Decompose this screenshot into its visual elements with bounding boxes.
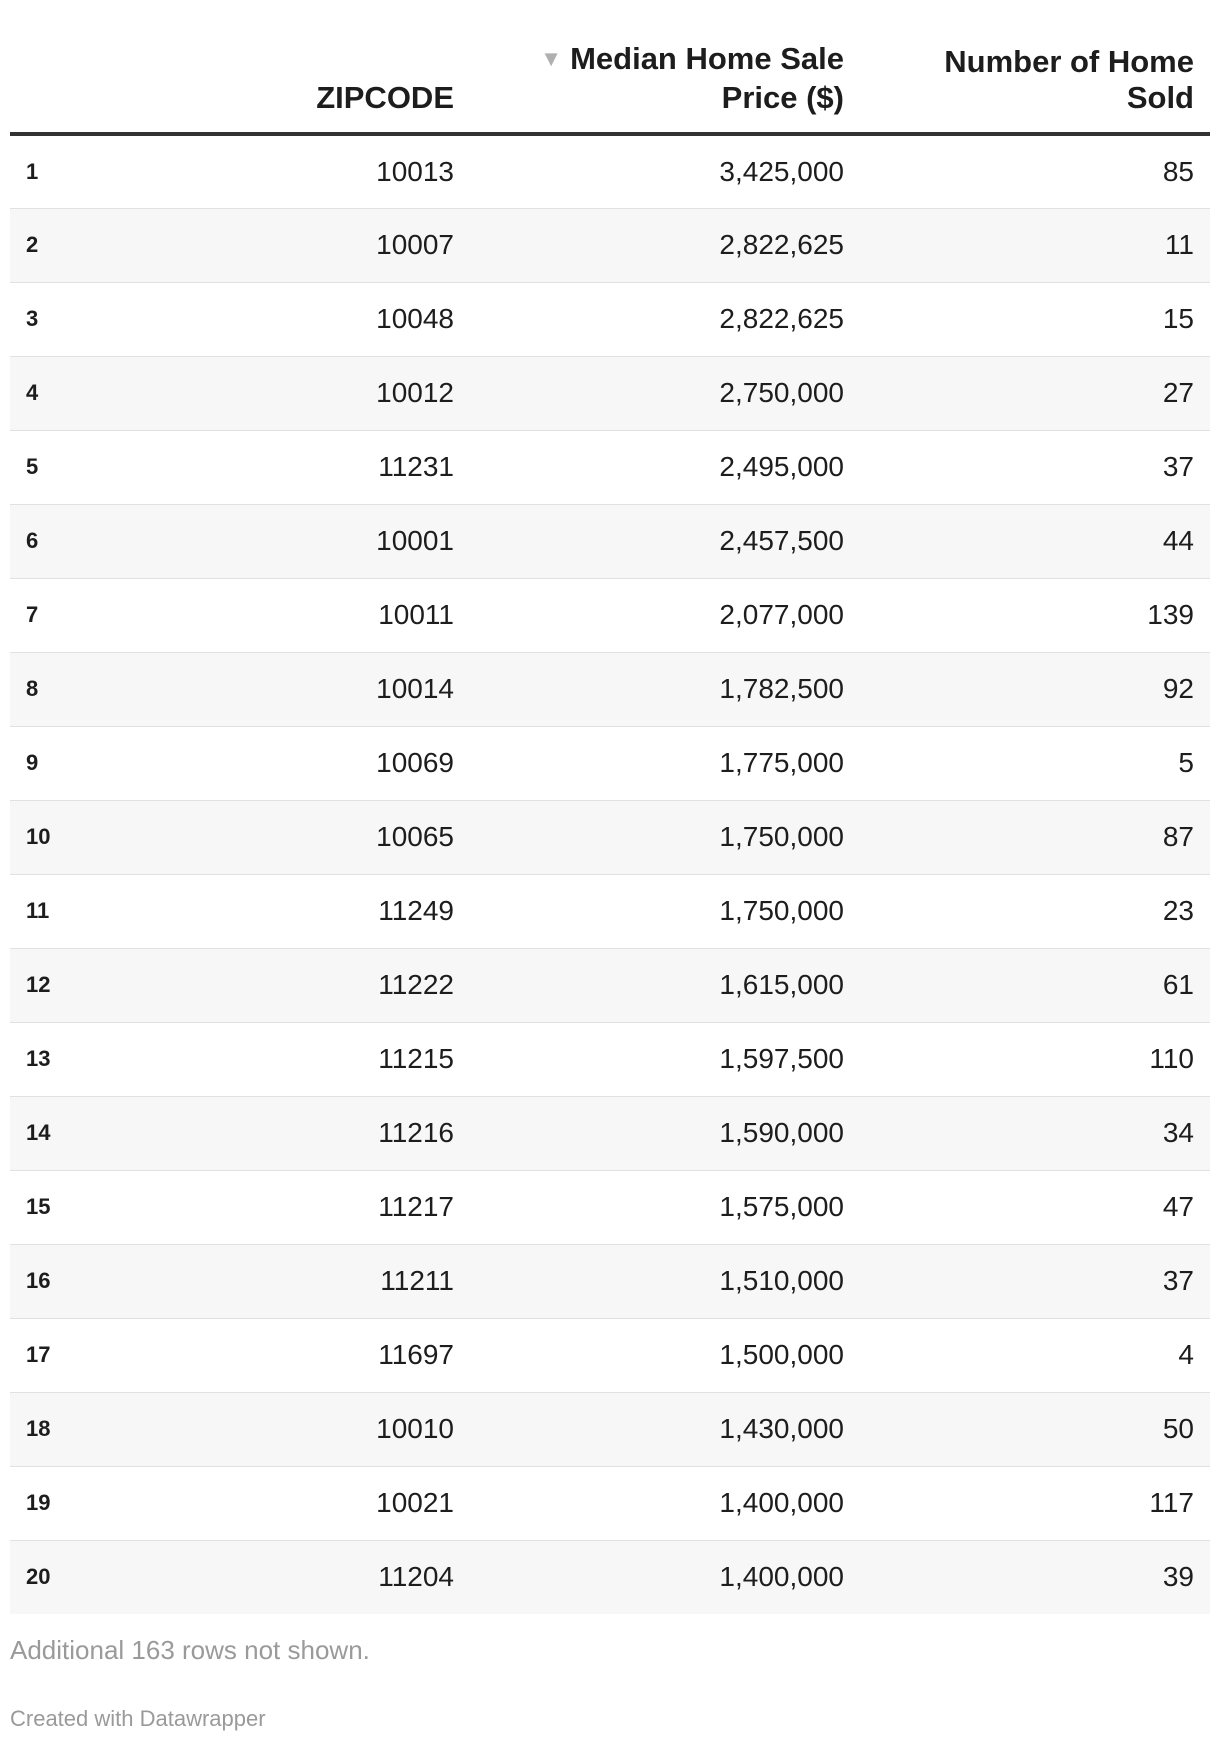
homes-sold-cell: 110 <box>860 1022 1210 1096</box>
homes-sold-cell: 85 <box>860 134 1210 208</box>
median-price-cell: 1,400,000 <box>470 1540 860 1614</box>
table-row <box>10 1466 1210 1540</box>
zipcode-cell: 10010 <box>170 1392 470 1466</box>
homes-sold-cell: 11 <box>860 208 1210 282</box>
sort-descending-icon: ▼ <box>540 46 563 71</box>
zipcode-cell: 11697 <box>170 1318 470 1392</box>
zipcode-cell: 10001 <box>170 504 470 578</box>
zipcode-cell: 11217 <box>170 1170 470 1244</box>
rank-cell: 18 <box>10 1392 170 1466</box>
zipcode-cell: 11231 <box>170 430 470 504</box>
table-row <box>10 1170 1210 1244</box>
table-row <box>10 800 1210 874</box>
table-body <box>10 134 1210 1614</box>
median-price-cell: 1,750,000 <box>470 874 860 948</box>
data-table-container <box>10 0 1210 1614</box>
table-row <box>10 1392 1210 1466</box>
zipcode-cell: 11249 <box>170 874 470 948</box>
rank-cell: 15 <box>10 1170 170 1244</box>
table-row <box>10 1022 1210 1096</box>
table-notes: Additional 163 rows not shown. <box>10 1635 370 1665</box>
homes-sold-cell: 139 <box>860 578 1210 652</box>
table-row <box>10 874 1210 948</box>
rank-cell: 17 <box>10 1318 170 1392</box>
median-price-cell: 2,822,625 <box>470 282 860 356</box>
zipcode-cell: 10069 <box>170 726 470 800</box>
zipcode-cell: 10021 <box>170 1466 470 1540</box>
median-price-header-line1: Median Home Sale <box>570 41 844 76</box>
zipcode-cell: 10007 <box>170 208 470 282</box>
rank-cell: 16 <box>10 1244 170 1318</box>
zipcode-cell: 11222 <box>170 948 470 1022</box>
rank-cell: 3 <box>10 282 170 356</box>
zipcode-cell: 10014 <box>170 652 470 726</box>
homes-sold-cell: 50 <box>860 1392 1210 1466</box>
homes-sold-cell: 61 <box>860 948 1210 1022</box>
median-price-cell: 1,782,500 <box>470 652 860 726</box>
rank-cell: 12 <box>10 948 170 1022</box>
rank-cell: 5 <box>10 430 170 504</box>
rank-cell: 4 <box>10 356 170 430</box>
zipcode-cell: 11211 <box>170 1244 470 1318</box>
homes-sold-cell: 5 <box>860 726 1210 800</box>
column-header-homes-sold[interactable] <box>860 0 1210 134</box>
median-price-cell: 1,510,000 <box>470 1244 860 1318</box>
table-row <box>10 726 1210 800</box>
median-price-cell: 2,495,000 <box>470 430 860 504</box>
median-price-cell: 1,615,000 <box>470 948 860 1022</box>
zipcode-cell: 10013 <box>170 134 470 208</box>
rank-cell: 10 <box>10 800 170 874</box>
median-price-cell: 1,597,500 <box>470 1022 860 1096</box>
column-header-median-price[interactable] <box>470 0 860 134</box>
homes-sold-cell: 37 <box>860 1244 1210 1318</box>
median-price-cell: 2,077,000 <box>470 578 860 652</box>
rank-cell: 9 <box>10 726 170 800</box>
zipcode-cell: 10011 <box>170 578 470 652</box>
table-row <box>10 208 1210 282</box>
homes-sold-cell: 15 <box>860 282 1210 356</box>
table-row <box>10 1540 1210 1614</box>
table-row <box>10 356 1210 430</box>
median-price-header-line2: Price ($) <box>721 80 844 115</box>
rank-cell: 11 <box>10 874 170 948</box>
homes-sold-cell: 37 <box>860 430 1210 504</box>
median-price-cell: 2,822,625 <box>470 208 860 282</box>
table-row <box>10 504 1210 578</box>
homes-sold-cell: 27 <box>860 356 1210 430</box>
rank-cell: 13 <box>10 1022 170 1096</box>
zipcode-cell: 10048 <box>170 282 470 356</box>
table-row <box>10 430 1210 504</box>
table-row <box>10 1318 1210 1392</box>
median-price-cell: 1,430,000 <box>470 1392 860 1466</box>
homes-sold-cell: 23 <box>860 874 1210 948</box>
data-table <box>10 0 1210 1614</box>
homes-sold-header-line1: Number of Home <box>944 44 1194 79</box>
table-row <box>10 1096 1210 1170</box>
median-price-cell: 1,750,000 <box>470 800 860 874</box>
table-row <box>10 1244 1210 1318</box>
homes-sold-cell: 34 <box>860 1096 1210 1170</box>
table-row <box>10 134 1210 208</box>
zipcode-cell: 10065 <box>170 800 470 874</box>
median-price-cell: 1,400,000 <box>470 1466 860 1540</box>
header-row <box>10 0 1210 134</box>
rank-cell: 14 <box>10 1096 170 1170</box>
median-price-cell: 2,750,000 <box>470 356 860 430</box>
datawrapper-credit[interactable]: Created with Datawrapper <box>10 1706 266 1731</box>
table-row <box>10 578 1210 652</box>
rank-cell: 20 <box>10 1540 170 1614</box>
table-row <box>10 948 1210 1022</box>
rank-cell: 8 <box>10 652 170 726</box>
median-price-cell: 2,457,500 <box>470 504 860 578</box>
rank-cell: 6 <box>10 504 170 578</box>
rank-cell: 1 <box>10 134 170 208</box>
homes-sold-cell: 39 <box>860 1540 1210 1614</box>
median-price-cell: 1,500,000 <box>470 1318 860 1392</box>
homes-sold-cell: 47 <box>860 1170 1210 1244</box>
homes-sold-cell: 44 <box>860 504 1210 578</box>
column-header-rank[interactable] <box>10 0 170 134</box>
homes-sold-cell: 4 <box>860 1318 1210 1392</box>
table-row <box>10 282 1210 356</box>
zipcode-cell: 11204 <box>170 1540 470 1614</box>
zipcode-cell: 10012 <box>170 356 470 430</box>
median-price-cell: 1,590,000 <box>470 1096 860 1170</box>
rank-cell: 19 <box>10 1466 170 1540</box>
table-row <box>10 652 1210 726</box>
rank-cell: 2 <box>10 208 170 282</box>
homes-sold-cell: 92 <box>860 652 1210 726</box>
homes-sold-cell: 87 <box>860 800 1210 874</box>
homes-sold-cell: 117 <box>860 1466 1210 1540</box>
zipcode-cell: 11215 <box>170 1022 470 1096</box>
median-price-cell: 1,575,000 <box>470 1170 860 1244</box>
rank-cell: 7 <box>10 578 170 652</box>
column-header-zipcode[interactable]: ZIPCODE <box>170 0 470 134</box>
homes-sold-header-line2: Sold <box>1126 80 1194 115</box>
median-price-cell: 3,425,000 <box>470 134 860 208</box>
median-price-cell: 1,775,000 <box>470 726 860 800</box>
zipcode-cell: 11216 <box>170 1096 470 1170</box>
